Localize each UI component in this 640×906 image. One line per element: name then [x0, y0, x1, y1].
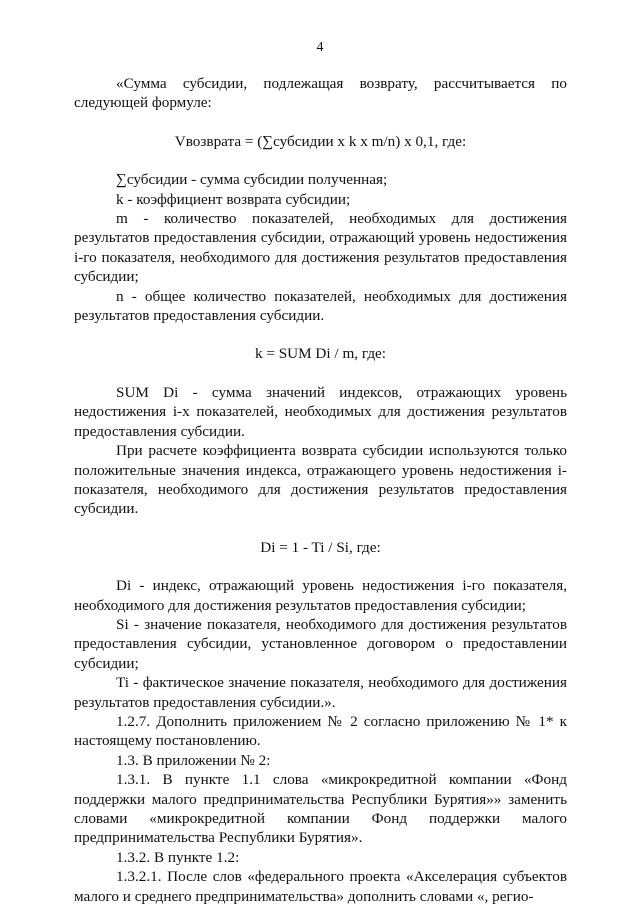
page-number: 4 [316, 40, 324, 55]
definition-si: Si - значение показателя, необходимого для достижения результатов предоставления субсидии, установленное договором о предоставлении субсидии; [74, 615, 567, 672]
definition-m: m - количество показателей, необходимых для достижения результатов предоставления субсидии, отражающий уровень недостижения i-го показателя, необходимого для достижения результатов предоставления субсидии; [74, 210, 567, 286]
definition-di: Di - индекс, отражающий уровень недостижения i-го показателя, необходимого для достижения результатов предоставления субсидии; [74, 577, 567, 614]
clause-1-3-2: 1.3.2. В пункте 1.2: [116, 848, 240, 866]
clause-1-2-7: 1.2.7. Дополнить приложением № 2 согласно приложению № 1* к настоящему постановлению. [74, 712, 567, 750]
clause-1-3-2-1: 1.3.2.1. После слов «федерального проекта «Акселерация субъектов малого и среднего предпринимательства» дополнить словами «, регио- [74, 868, 567, 905]
definition-k: k - коэффициент возврата субсидии; [116, 190, 351, 208]
formula-di: Di = 1 - Ti / Si, где: [260, 538, 381, 556]
paragraph-intro: «Сумма субсидии, подлежащая возврату, рассчитывается по следующей формуле: [74, 75, 567, 112]
paragraph-positive-values: При расчете коэффициента возврата субсидии используются только положительные значения индекса, отражающего уровень недостижения i-показателя, необходимого для достижения результатов предоставления субсидии. [74, 442, 567, 518]
definition-n: n - общее количество показателей, необходимых для достижения результатов предоставления субсидии. [74, 287, 567, 325]
clause-1-3-1: 1.3.1. В пункте 1.1 слова «микрокредитной компании «Фонд поддержки малого предпринимательства Республики Бурятия»» заменить словами «микрокредитной компании Фонд поддержки малого предпринимательства Республики Бурятия». [74, 771, 567, 847]
document-body [74, 74, 567, 906]
definition-ti: Ti - фактическое значение показателя, необходимого для достижения результатов предоставления субсидии.». [74, 674, 567, 711]
definition-sum-subsidy: ∑субсидии - сумма субсидии полученная; [116, 171, 388, 189]
formula-k: k = SUM Di / m, где: [254, 345, 387, 363]
definition-sum-di: SUM Di - сумма значений индексов, отражающих уровень недостижения i-х показателей, необходимых для достижения результатов предоставления субсидии. [74, 383, 567, 440]
clause-1-3: 1.3. В приложении № 2: [116, 751, 271, 769]
formula-refund: Vвозврата = (∑субсидии x k x m/n) x 0,1, где: [174, 132, 467, 150]
